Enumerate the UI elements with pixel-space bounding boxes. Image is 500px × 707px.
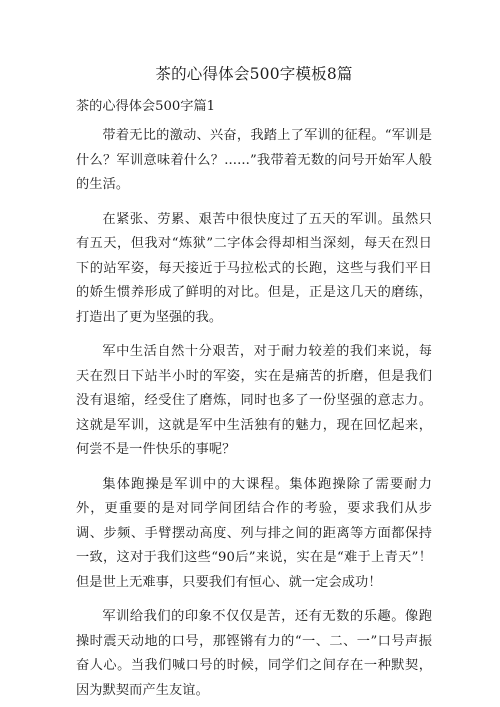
document-title: 茶的心得体会500字模板8篇 (155, 65, 353, 83)
section-title: 茶的心得体会500字篇1 (76, 99, 216, 114)
paragraph-3: 军中生活自然十分艰苦，对于耐力较差的我们来说，每天在烈日下站半小时的军姿，实在是痛苦的折磨，但是我们没有退缩，经受住了磨炼，同时也多了一份坚强的意志力。这就是军训，这就是军中生活独有的魅力，现在回忆起来，何尝不是一件快乐的事呢？ (76, 344, 432, 457)
paragraph-1: 带着无比的激动、兴奋，我踏上了军训的征程。“军训是什么？军训意味着什么？......”我带着无数的问号开始军人般的生活。 (76, 128, 432, 192)
paragraph-2: 在紧张、劳累、艰苦中很快度过了五天的军训。虽然只有五天，但我对“炼狱”二字体会得却相当深刻，每天在烈日下的站军姿，每天接近于马拉松式的长跑，这些与我们平日的娇生惯养形成了鲜明的对比。但是，正是这几天的磨练，打造出了更为坚强的我。 (76, 211, 432, 325)
paragraph-4: 集体跑操是军训中的大课程。集体跑操除了需要耐力外，更重要的是对同学间团结合作的考验，要求我们从步调、步频、手臂摆动高度、列与排之间的距离等方面都保持一致，这对于我们这些“90后”来说，实在是“难于上青天”！但是世上无难事，只要我们有恒心、就一定会成功！ (76, 476, 432, 590)
paragraph-5: 军训给我们的印象不仅仅是苦，还有无数的乐趣。像跑操时震天动地的口号，那铿锵有力的“一、二、一”口号声振奋人心。当我们喊口号的时候，同学们之间存在一种默契，因为默契而产生友谊。 (76, 609, 432, 698)
